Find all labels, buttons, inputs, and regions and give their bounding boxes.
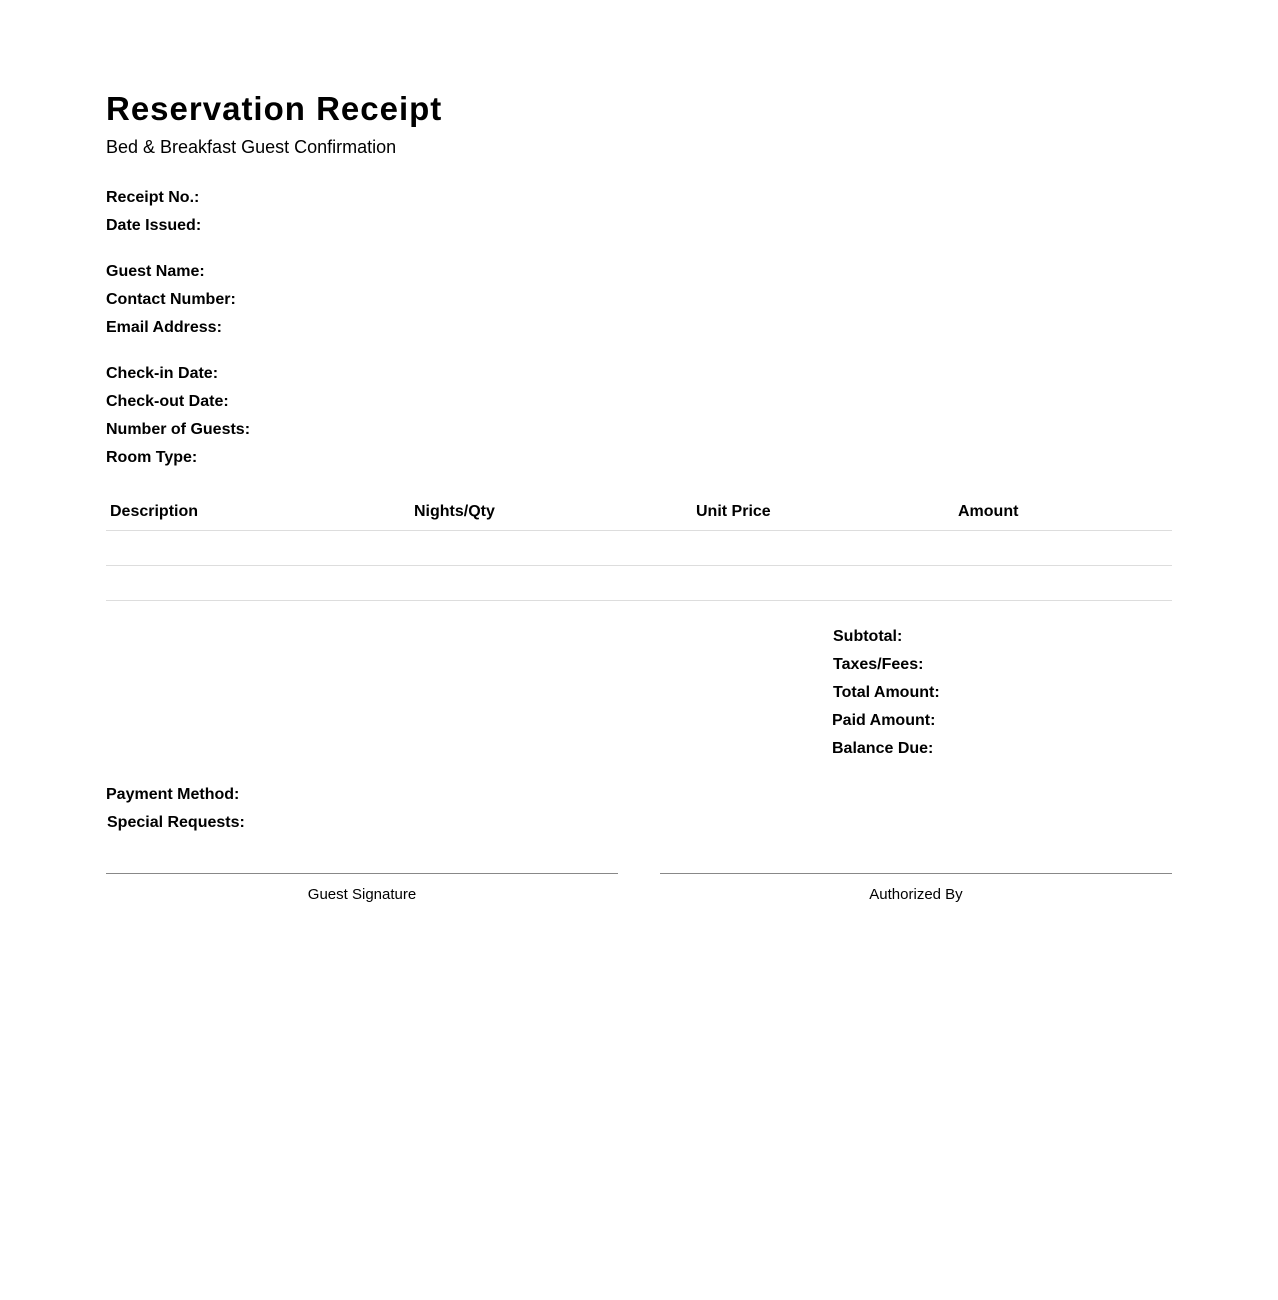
- email-address-label: Email Address:: [106, 319, 222, 336]
- taxes-fees-label: Taxes/Fees:: [833, 656, 924, 673]
- check-in-date-label: Check-in Date:: [106, 365, 219, 382]
- table-row: [106, 565, 1172, 566]
- date-issued-label: Date Issued:: [106, 217, 202, 234]
- subtotal-label: Subtotal:: [833, 628, 903, 645]
- room-type-label: Room Type:: [106, 449, 198, 466]
- guest-signature-line: [106, 873, 618, 874]
- receipt-number-label: Receipt No.:: [106, 189, 200, 206]
- column-header-amount: Amount: [958, 503, 1019, 520]
- guest-signature-label: Guest Signature: [307, 886, 417, 903]
- special-requests-label: Special Requests:: [107, 814, 245, 831]
- table-row: [106, 600, 1172, 601]
- column-header-description: Description: [110, 503, 199, 520]
- payment-method-label: Payment Method:: [106, 786, 240, 803]
- check-out-date-label: Check-out Date:: [106, 393, 229, 410]
- paid-amount-label: Paid Amount:: [832, 712, 936, 729]
- page-title: Reservation Receipt: [106, 90, 443, 127]
- authorized-signature-line: [660, 873, 1172, 874]
- guest-name-label: Guest Name:: [106, 263, 205, 280]
- column-header-nights-qty: Nights/Qty: [414, 503, 495, 520]
- table-header-divider: [106, 530, 1172, 531]
- authorized-by-label: Authorized By: [869, 886, 963, 903]
- balance-due-label: Balance Due:: [832, 740, 934, 757]
- contact-number-label: Contact Number:: [106, 291, 236, 308]
- number-of-guests-label: Number of Guests:: [106, 421, 251, 438]
- column-header-unit-price: Unit Price: [696, 503, 771, 520]
- page-subtitle: Bed & Breakfast Guest Confirmation: [106, 137, 397, 157]
- total-amount-label: Total Amount:: [833, 684, 940, 701]
